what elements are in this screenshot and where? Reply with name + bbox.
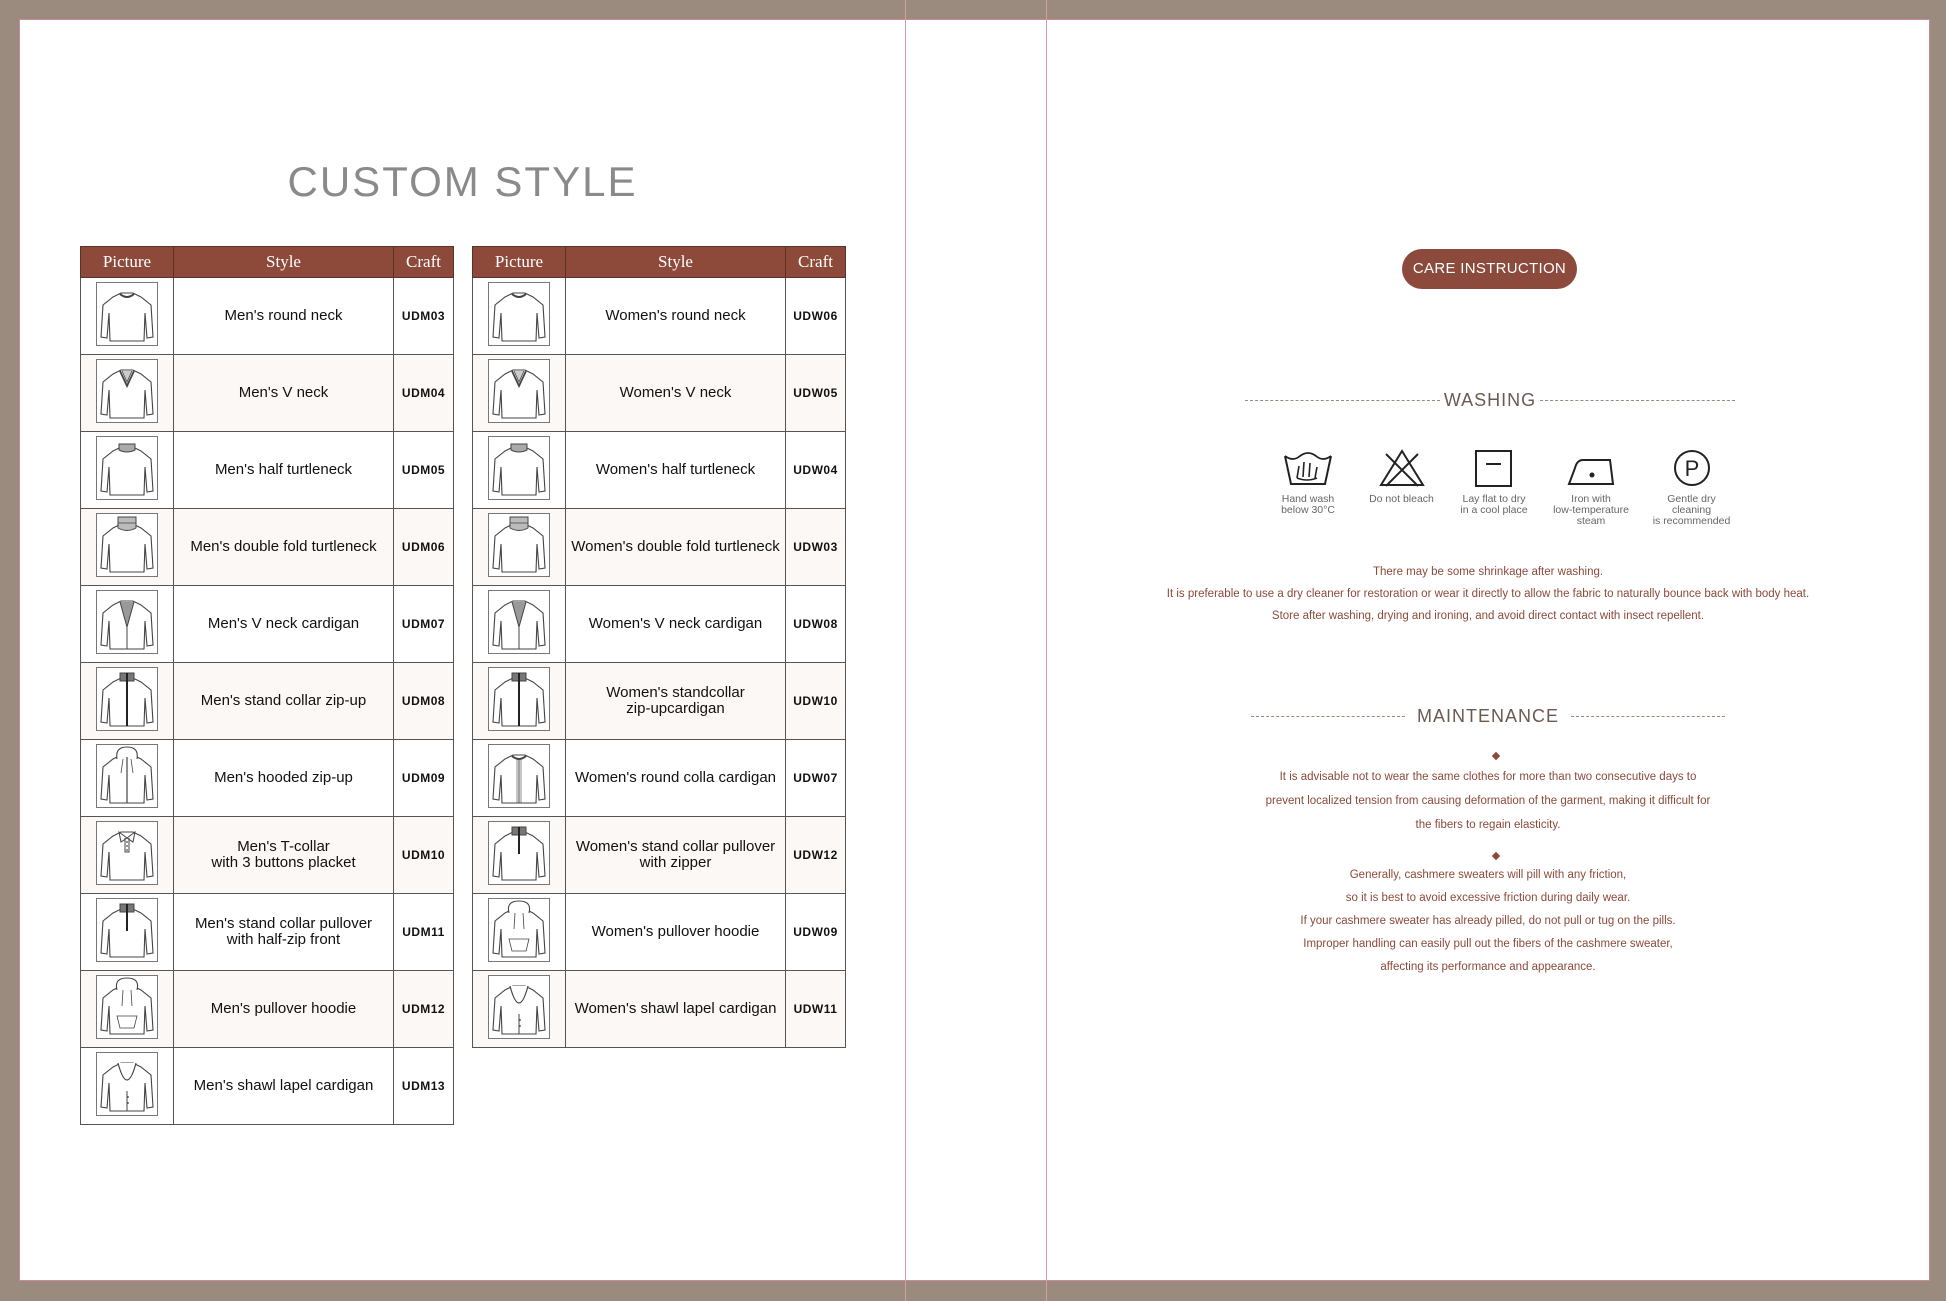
table-row bbox=[81, 971, 454, 1048]
svg-text:P: P bbox=[1684, 456, 1699, 481]
picture-cell bbox=[81, 432, 174, 509]
care-label: Gentle dry cleaning is recommended bbox=[1652, 493, 1731, 527]
style-cell: Men's half turtleneck bbox=[174, 432, 394, 509]
v-neck-cardigan-icon bbox=[96, 590, 158, 654]
picture-cell bbox=[81, 740, 174, 817]
no-bleach-icon bbox=[1376, 448, 1428, 488]
pullover-hoodie-icon bbox=[96, 975, 158, 1039]
half-zip-pullover-icon bbox=[488, 821, 550, 885]
table-row bbox=[81, 817, 454, 894]
header-style: Style bbox=[566, 247, 786, 278]
style-cell: Men's stand collar zip-up bbox=[174, 663, 394, 740]
craft-code-cell: UDM07 bbox=[394, 586, 454, 663]
picture-cell bbox=[473, 509, 566, 586]
picture-cell bbox=[81, 586, 174, 663]
header-craft: Craft bbox=[394, 247, 454, 278]
style-cell: Men's pullover hoodie bbox=[174, 971, 394, 1048]
header-style: Style bbox=[174, 247, 394, 278]
style-cell: Men's T-collar with 3 buttons placket bbox=[174, 817, 394, 894]
shawl-lapel-cardigan-icon bbox=[96, 1052, 158, 1116]
dash-line bbox=[1571, 716, 1725, 717]
half-turtleneck-sweater-icon bbox=[488, 436, 550, 500]
craft-code-cell: UDW08 bbox=[786, 586, 846, 663]
style-cell: Men's shawl lapel cardigan bbox=[174, 1048, 394, 1125]
picture-cell bbox=[473, 586, 566, 663]
table-row bbox=[81, 278, 454, 355]
stand-collar-zip-icon bbox=[96, 667, 158, 731]
page-title: CUSTOM STYLE bbox=[287, 158, 638, 205]
washing-title: WASHING bbox=[1443, 390, 1537, 410]
care-label: Lay flat to dry in a cool place bbox=[1460, 493, 1528, 516]
maintenance-title: MAINTENANCE bbox=[1417, 706, 1560, 726]
picture-cell bbox=[473, 432, 566, 509]
header-picture: Picture bbox=[473, 247, 566, 278]
craft-code-cell: UDM09 bbox=[394, 740, 454, 817]
craft-code-cell: UDW03 bbox=[786, 509, 846, 586]
table-row bbox=[473, 817, 846, 894]
craft-code-cell: UDW05 bbox=[786, 355, 846, 432]
maintenance-line: prevent localized tension from causing deformation of the garment, making it difficult for bbox=[1265, 795, 1711, 807]
polo-collar-sweater-icon bbox=[96, 821, 158, 885]
table-row bbox=[473, 432, 846, 509]
washing-note: It is preferable to use a dry cleaner for restoration or wear it directly to allow the fabric to naturally bounce back with body heat. bbox=[1166, 588, 1810, 600]
picture-cell bbox=[473, 740, 566, 817]
craft-code-cell: UDW07 bbox=[786, 740, 846, 817]
craft-code-cell: UDM12 bbox=[394, 971, 454, 1048]
picture-cell bbox=[81, 1048, 174, 1125]
craft-code-cell: UDW12 bbox=[786, 817, 846, 894]
care-label: Do not bleach bbox=[1369, 493, 1434, 505]
table-row bbox=[473, 355, 846, 432]
table-row bbox=[473, 278, 846, 355]
picture-cell bbox=[81, 663, 174, 740]
picture-cell bbox=[473, 278, 566, 355]
hooded-zip-icon bbox=[96, 744, 158, 808]
table-row bbox=[81, 894, 454, 971]
style-cell: Women's standcollar zip-upcardigan bbox=[566, 663, 786, 740]
maintenance-line: If your cashmere sweater has already pilled, do not pull or tug on the pills. bbox=[1300, 915, 1676, 927]
craft-code-cell: UDM13 bbox=[394, 1048, 454, 1125]
style-cell: Men's V neck bbox=[174, 355, 394, 432]
picture-cell bbox=[473, 971, 566, 1048]
table-row bbox=[81, 663, 454, 740]
craft-code-cell: UDW04 bbox=[786, 432, 846, 509]
maintenance-line: It is advisable not to wear the same clothes for more than two consecutive days to bbox=[1279, 771, 1697, 783]
turtleneck-sweater-icon bbox=[96, 513, 158, 577]
pullover-hoodie-icon bbox=[488, 898, 550, 962]
table-row bbox=[473, 740, 846, 817]
style-cell: Women's pullover hoodie bbox=[566, 894, 786, 971]
table-row bbox=[81, 740, 454, 817]
picture-cell bbox=[81, 894, 174, 971]
picture-cell bbox=[81, 817, 174, 894]
table-row bbox=[81, 586, 454, 663]
craft-code-cell: UDM10 bbox=[394, 817, 454, 894]
round-neck-sweater-icon bbox=[488, 282, 550, 346]
header-picture: Picture bbox=[81, 247, 174, 278]
craft-code-cell: UDM11 bbox=[394, 894, 454, 971]
dash-line bbox=[1251, 716, 1405, 717]
shawl-lapel-cardigan-icon bbox=[488, 975, 550, 1039]
iron-low-icon bbox=[1565, 448, 1617, 488]
table-row bbox=[473, 586, 846, 663]
craft-code-cell: UDW11 bbox=[786, 971, 846, 1048]
craft-code-cell: UDM06 bbox=[394, 509, 454, 586]
half-zip-pullover-icon bbox=[96, 898, 158, 962]
washing-note: Store after washing, drying and ironing, and avoid direct contact with insect repellent. bbox=[1271, 610, 1705, 622]
washing-notes bbox=[1100, 561, 1876, 627]
picture-cell bbox=[473, 817, 566, 894]
craft-code-cell: UDM04 bbox=[394, 355, 454, 432]
craft-code-cell: UDM05 bbox=[394, 432, 454, 509]
hand-wash-icon bbox=[1282, 448, 1334, 488]
picture-cell bbox=[81, 509, 174, 586]
craft-code-cell: UDW09 bbox=[786, 894, 846, 971]
half-turtleneck-sweater-icon bbox=[96, 436, 158, 500]
turtleneck-sweater-icon bbox=[488, 513, 550, 577]
style-cell: Women's double fold turtleneck bbox=[566, 509, 786, 586]
craft-code-cell: UDW06 bbox=[786, 278, 846, 355]
table-row bbox=[81, 1048, 454, 1125]
table-row bbox=[81, 509, 454, 586]
style-cell: Women's round colla cardigan bbox=[566, 740, 786, 817]
dry-flat-icon bbox=[1468, 448, 1520, 488]
maintenance-line: so it is best to avoid excessive friction during daily wear. bbox=[1345, 892, 1631, 904]
maintenance-block-2 bbox=[1100, 864, 1876, 979]
table-row bbox=[473, 509, 846, 586]
maintenance-heading bbox=[1251, 706, 1725, 727]
craft-code-cell: UDM08 bbox=[394, 663, 454, 740]
dry-clean-p-icon bbox=[1666, 448, 1718, 488]
style-cell: Women's V neck bbox=[566, 355, 786, 432]
round-collar-cardigan-icon bbox=[488, 744, 550, 808]
care-symbol-dry-clean bbox=[1643, 448, 1740, 527]
care-label: Iron with low-temperature steam bbox=[1553, 493, 1629, 527]
style-cell: Women's round neck bbox=[566, 278, 786, 355]
table-row bbox=[81, 355, 454, 432]
care-symbol-iron bbox=[1539, 448, 1643, 527]
care-symbol-hand-wash bbox=[1262, 448, 1354, 516]
womens-style-table bbox=[472, 246, 846, 1048]
maintenance-line: Generally, cashmere sweaters will pill with any friction, bbox=[1349, 869, 1627, 881]
table-row bbox=[473, 663, 846, 740]
style-cell: Men's V neck cardigan bbox=[174, 586, 394, 663]
v-neck-sweater-icon bbox=[488, 359, 550, 423]
table-row bbox=[473, 971, 846, 1048]
picture-cell bbox=[81, 971, 174, 1048]
maintenance-line: the fibers to regain elasticity. bbox=[1415, 819, 1561, 831]
washing-note: There may be some shrinkage after washing. bbox=[1372, 566, 1604, 578]
care-label: Hand wash below 30°C bbox=[1281, 493, 1335, 516]
care-symbol-no-bleach bbox=[1354, 448, 1449, 505]
header-craft: Craft bbox=[786, 247, 846, 278]
v-neck-cardigan-icon bbox=[488, 590, 550, 654]
picture-cell bbox=[81, 278, 174, 355]
style-cell: Men's double fold turtleneck bbox=[174, 509, 394, 586]
craft-code-cell: UDM03 bbox=[394, 278, 454, 355]
fold-guide-right bbox=[1046, 0, 1047, 1301]
care-symbols bbox=[1262, 448, 1740, 538]
picture-cell bbox=[473, 663, 566, 740]
washing-heading bbox=[1245, 390, 1735, 411]
picture-cell bbox=[473, 894, 566, 971]
picture-cell bbox=[81, 355, 174, 432]
care-instruction-badge: CARE INSTRUCTION bbox=[1402, 249, 1577, 289]
style-cell: Women's stand collar pullover with zipper bbox=[566, 817, 786, 894]
dash-line bbox=[1245, 400, 1440, 401]
maintenance-line: Improper handling can easily pull out the fibers of the cashmere sweater, bbox=[1303, 938, 1673, 950]
style-cell: Men's hooded zip-up bbox=[174, 740, 394, 817]
style-cell: Women's V neck cardigan bbox=[566, 586, 786, 663]
craft-code-cell: UDW10 bbox=[786, 663, 846, 740]
style-cell: Men's stand collar pullover with half-zip front bbox=[174, 894, 394, 971]
maintenance-block-1 bbox=[1100, 765, 1876, 837]
v-neck-sweater-icon bbox=[96, 359, 158, 423]
mens-style-table bbox=[80, 246, 454, 1125]
picture-cell bbox=[473, 355, 566, 432]
maintenance-line: affecting its performance and appearance. bbox=[1380, 961, 1596, 973]
care-symbol-dry-flat bbox=[1449, 448, 1539, 516]
table-row bbox=[81, 432, 454, 509]
style-cell: Women's half turtleneck bbox=[566, 432, 786, 509]
dash-line bbox=[1540, 400, 1735, 401]
style-cell: Women's shawl lapel cardigan bbox=[566, 971, 786, 1048]
style-cell: Men's round neck bbox=[174, 278, 394, 355]
round-neck-sweater-icon bbox=[96, 282, 158, 346]
stand-collar-zip-icon bbox=[488, 667, 550, 731]
table-row bbox=[473, 894, 846, 971]
